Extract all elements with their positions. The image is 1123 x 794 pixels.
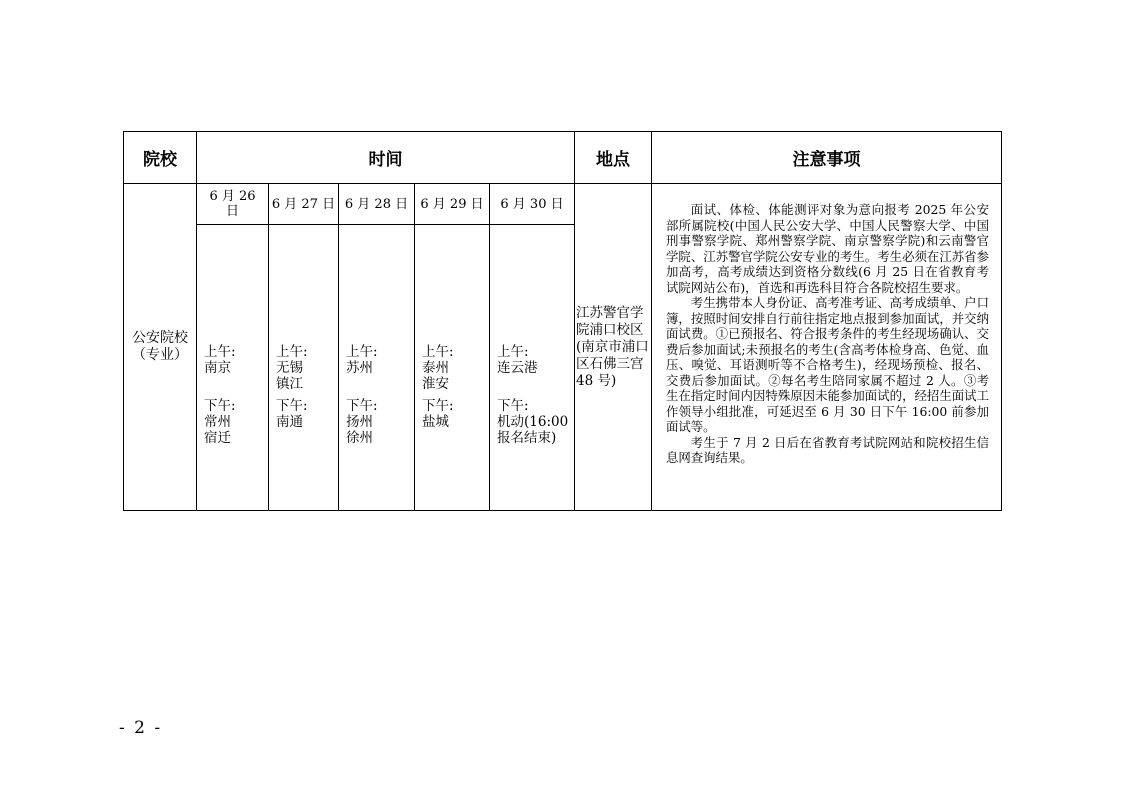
morning-block xyxy=(276,274,338,392)
afternoon-label: 下午: xyxy=(422,397,454,414)
afternoon-city: 机动(16:00 xyxy=(497,413,569,430)
afternoon-block xyxy=(346,392,414,462)
date-cell: 6 月 27 日 xyxy=(269,184,339,225)
morning-block xyxy=(422,274,489,392)
morning-label: 上午: xyxy=(497,343,529,360)
date-cell: 6 月 30 日 xyxy=(490,184,575,225)
afternoon-block xyxy=(497,392,574,462)
afternoon-city: 常州 xyxy=(204,413,231,430)
date-cell xyxy=(197,184,269,225)
header-place: 地点 xyxy=(575,132,652,184)
morning-label: 上午: xyxy=(204,343,236,360)
afternoon-city: 报名结束) xyxy=(497,429,557,446)
afternoon-label: 下午: xyxy=(497,397,529,414)
afternoon-city: 南通 xyxy=(276,413,303,430)
schedule-table xyxy=(123,131,1002,511)
date-cell: 6 月 28 日 xyxy=(339,184,415,225)
morning-block xyxy=(204,274,268,392)
afternoon-city: 盐城 xyxy=(422,413,449,430)
morning-label: 上午: xyxy=(422,343,454,360)
afternoon-city: 扬州 xyxy=(346,413,373,430)
afternoon-block xyxy=(422,392,489,462)
afternoon-city: 宿迁 xyxy=(204,429,231,446)
date-label: 6 月 26 日 xyxy=(209,189,256,219)
notes-paragraph: 考生携带本人身份证、高考准考证、高考成绩单、户口簿，按照时间安排自行前往指定地点报到参加面试，并交纳面试费。①已预报名、符合报考条件的考生经现场确认、交费后参加面试;未预报名的考生(含高考体检身高、色觉、血压、嗅觉、耳语测听等不合格考生)，经现场预检、报名、交费后参加面试。②每名考生陪同家属不超过 2 人。③考生在指定时间内因特殊原因未能参加面试的，经招生面试工作领导小组批准，可延迟至 6 月 30 日下午 16:00 前参加面试等。 xyxy=(666,295,989,434)
morning-label: 上午: xyxy=(346,343,378,360)
afternoon-city: 徐州 xyxy=(346,429,373,446)
morning-city: 无锡 xyxy=(276,359,303,376)
afternoon-label: 下午: xyxy=(276,397,308,414)
notes-paragraph: 考生于 7 月 2 日后在省教育考试院网站和院校招生信息网查询结果。 xyxy=(666,434,989,465)
afternoon-label: 下午: xyxy=(346,397,378,414)
afternoon-label: 下午: xyxy=(204,397,236,414)
morning-city: 南京 xyxy=(204,359,231,376)
morning-city: 镇江 xyxy=(276,375,303,392)
schedule-cell xyxy=(490,225,575,511)
school-name: 公安院校 xyxy=(132,330,188,346)
schedule-cell xyxy=(269,225,339,511)
schedule-cell xyxy=(415,225,490,511)
header-school: 院校 xyxy=(124,132,197,184)
page-number: - 2 - xyxy=(119,718,163,738)
date-cell: 6 月 29 日 xyxy=(415,184,490,225)
place-cell: 江苏警官学院浦口校区(南京市浦口区石佛三宫 48 号) xyxy=(575,184,652,511)
morning-label: 上午: xyxy=(276,343,308,360)
morning-block xyxy=(346,274,414,392)
header-notes: 注意事项 xyxy=(652,132,1002,184)
schedule-cell xyxy=(197,225,269,511)
morning-city: 泰州 xyxy=(422,359,449,376)
afternoon-block xyxy=(204,392,268,462)
morning-city: 淮安 xyxy=(422,375,449,392)
morning-city: 连云港 xyxy=(497,359,538,376)
schedule-cell xyxy=(339,225,415,511)
morning-block xyxy=(497,274,574,392)
notes-paragraph: 面试、体检、体能测评对象为意向报考 2025 年公安部所属院校(中国人民公安大学、中国人民警察大学、中国刑事警察学院、郑州警察学院、南京警察学院)和云南警官学院、江苏警官学院公安专业的考生。考生必须在江苏省参加高考，高考成绩达到资格分数线(6 月 25 日在省教育考试院网站公布)，首选和再选科目符合各院校招生要求。 xyxy=(666,202,989,295)
afternoon-block xyxy=(276,392,338,462)
header-time: 时间 xyxy=(197,132,575,184)
school-type: （专业） xyxy=(132,347,188,363)
school-cell xyxy=(124,184,197,511)
notes-cell xyxy=(652,184,1002,511)
morning-city: 苏州 xyxy=(346,359,373,376)
